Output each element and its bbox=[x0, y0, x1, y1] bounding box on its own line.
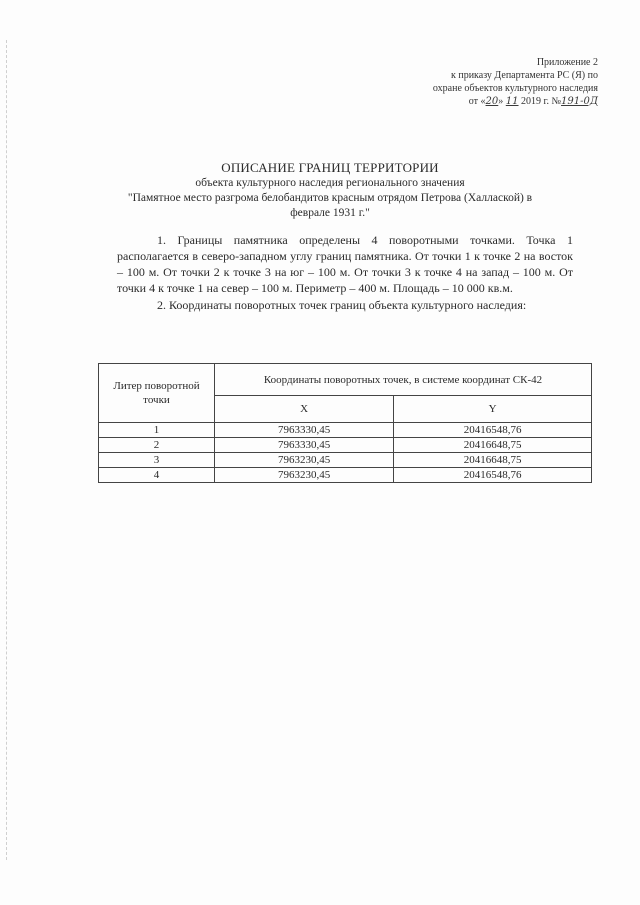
object-name-line2: феврале 1931 г." bbox=[290, 207, 370, 219]
appendix-header bbox=[338, 56, 598, 108]
date-prefix: от « bbox=[468, 96, 486, 107]
cell-y: 20416548,76 bbox=[394, 468, 592, 483]
cell-x: 7963230,45 bbox=[215, 453, 394, 468]
appendix-department: охране объектов культурного наследия bbox=[432, 83, 598, 94]
header-y: Y bbox=[394, 396, 592, 423]
header-liter: Литер поворотной точки bbox=[99, 364, 215, 423]
appendix-date-line bbox=[338, 95, 598, 108]
date-year: 2019 г. № bbox=[521, 96, 562, 107]
cell-point: 2 bbox=[99, 438, 215, 453]
date-mid: » bbox=[498, 96, 504, 107]
appendix-title: Приложение 2 bbox=[536, 57, 598, 68]
cell-y: 20416648,75 bbox=[394, 453, 592, 468]
table-row bbox=[99, 468, 592, 483]
table-row bbox=[99, 423, 592, 438]
paragraph-coordinates-intro: 2. Координаты поворотных точек границ объекта культурного наследия: bbox=[157, 298, 527, 312]
cell-x: 7963330,45 bbox=[215, 423, 394, 438]
table-row bbox=[99, 438, 592, 453]
header-x: X bbox=[215, 396, 394, 423]
appendix-order: к приказу Департамента РС (Я) по bbox=[450, 70, 598, 81]
cell-point: 4 bbox=[99, 468, 215, 483]
date-day: 20 bbox=[485, 96, 499, 107]
date-month: 11 bbox=[505, 96, 519, 107]
object-name-line1: "Памятное место разгрома белобандитов красным отрядом Петрова (Халлаской) в bbox=[127, 192, 533, 204]
table-header-row bbox=[99, 364, 592, 396]
paragraph-boundaries: 1. Границы памятника определены 4 поворотными точками. Точка 1 располагается в северо-западном углу границ памятника. От точки 1 к точке 2 на восток – 100 м. От точки 2 к точке 3 на юг – 100 м. От точки 3 к точке 4 на запад – 100 м. От точки 4 к точке 1 на север – 100 м. Периметр – 400 м. Площадь – 10 000 кв.м. bbox=[117, 233, 573, 295]
coordinates-table bbox=[98, 363, 592, 483]
cell-point: 1 bbox=[99, 423, 215, 438]
cell-x: 7963330,45 bbox=[215, 438, 394, 453]
cell-y: 20416648,75 bbox=[394, 438, 592, 453]
table-row bbox=[99, 453, 592, 468]
body-text bbox=[117, 232, 573, 313]
title-block bbox=[120, 160, 540, 221]
cell-y: 20416548,76 bbox=[394, 423, 592, 438]
cell-point: 3 bbox=[99, 453, 215, 468]
document-title: ОПИСАНИЕ ГРАНИЦ ТЕРРИТОРИИ bbox=[221, 160, 439, 175]
document-subtitle: объекта культурного наследия регионального значения bbox=[195, 177, 465, 189]
header-coordinate-system: Координаты поворотных точек, в системе координат СК-42 bbox=[215, 364, 592, 396]
order-number: 191-0Д bbox=[561, 96, 598, 107]
scan-edge bbox=[6, 40, 8, 860]
cell-x: 7963230,45 bbox=[215, 468, 394, 483]
